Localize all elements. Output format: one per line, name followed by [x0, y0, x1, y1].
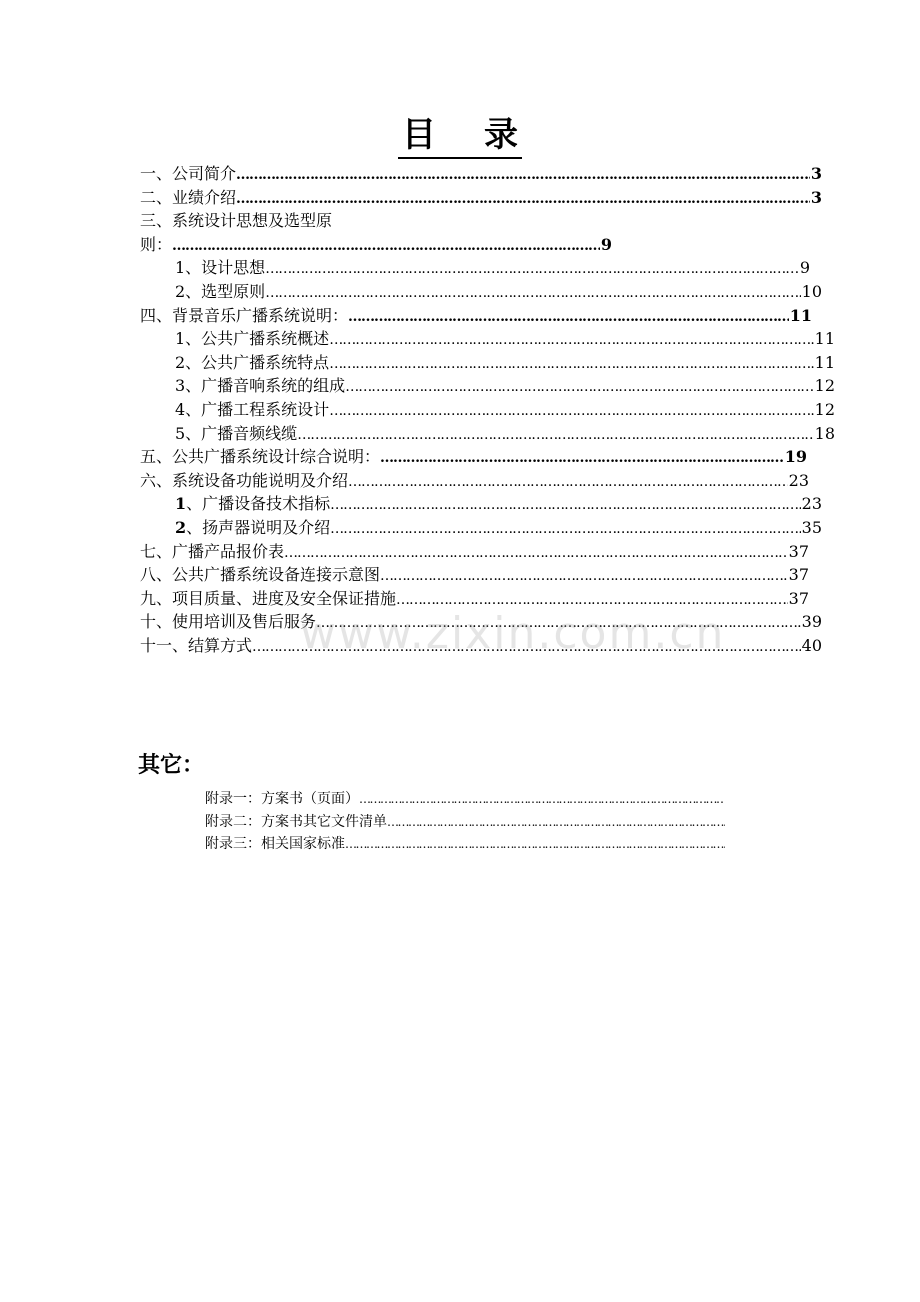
toc-leader-dots — [316, 612, 801, 636]
page-title — [0, 115, 920, 159]
toc-entry-label: 5、广播音频线缆 — [175, 423, 298, 443]
toc-leader-dots — [380, 565, 788, 589]
toc-entry-page: 9 — [799, 258, 810, 278]
appendix-item-label: 附录三：相关国家标准 — [205, 836, 345, 852]
toc-entry[interactable] — [140, 327, 835, 351]
toc-entry-page: 35 — [801, 517, 822, 537]
toc-entry-label: 九、项目质量、进度及安全保证措施 — [140, 588, 397, 608]
toc-leader-dots — [236, 188, 810, 212]
appendix-item-label: 附录二：方案书其它文件清单 — [205, 813, 387, 830]
toc-entry-page: 39 — [801, 612, 822, 632]
toc-entry[interactable] — [140, 587, 809, 611]
toc-entry[interactable] — [140, 233, 612, 257]
toc-leader-dots — [330, 494, 800, 518]
appendix-leader-dots — [345, 833, 725, 856]
appendix-item[interactable] — [205, 788, 725, 811]
toc-leader-dots — [329, 400, 813, 424]
toc-leader-dots — [348, 306, 789, 330]
appendix-item[interactable] — [205, 833, 725, 856]
toc-entry-number: 2 — [175, 517, 187, 537]
toc-entry-label: 二、业绩介绍 — [140, 187, 237, 207]
toc-entry-page: 11 — [814, 329, 835, 349]
toc-entry[interactable] — [140, 634, 822, 658]
toc-entry-number: 1 — [175, 494, 187, 514]
toc-entry-page: 23 — [788, 470, 809, 490]
toc-entry-page: 10 — [801, 281, 822, 301]
toc-leader-dots — [345, 376, 813, 400]
toc-entry-label — [175, 516, 330, 540]
toc-entry-label-line2: 则： — [140, 234, 173, 254]
toc-entry-label: 一、公司简介 — [140, 164, 237, 183]
other-section-heading: 其它： — [138, 753, 205, 778]
toc-entry[interactable] — [140, 162, 822, 186]
toc-entry-page: 37 — [788, 588, 809, 608]
toc-leader-dots — [348, 471, 788, 495]
toc-entry-page: 23 — [801, 494, 822, 514]
toc-entry-label-line1[interactable]: 三、系统设计思想及选型原 — [140, 211, 333, 231]
toc-entry-page: 37 — [788, 541, 809, 561]
toc-leader-dots — [396, 589, 788, 613]
toc-entry[interactable] — [140, 256, 810, 280]
toc-entry-page: 11 — [814, 352, 835, 372]
toc-leader-dots — [284, 542, 788, 566]
toc-entry-page: 40 — [801, 635, 822, 655]
toc-entry-text: 、广播设备技术指标 — [186, 494, 331, 514]
toc-entry-label: 六、系统设备功能说明及介绍 — [140, 470, 349, 490]
toc-entry[interactable] — [140, 469, 809, 493]
toc-leader-dots — [265, 282, 800, 306]
toc-entry-label: 1、公共广播系统概述 — [175, 329, 330, 349]
toc-entry-label: 十、使用培训及售后服务 — [140, 612, 317, 632]
toc-entry-label: 五、公共广播系统设计综合说明： — [140, 447, 381, 467]
toc-entry-page: 37 — [788, 565, 809, 585]
toc-entry-label: 1、设计思想 — [175, 258, 266, 278]
toc-entry[interactable] — [140, 422, 835, 446]
toc-entry-page: 12 — [814, 376, 835, 396]
toc-entry-text: 、扬声器说明及介绍 — [186, 517, 331, 537]
toc-leader-dots — [329, 329, 813, 353]
toc-entry-page: 9 — [600, 234, 612, 254]
toc-leader-dots — [330, 518, 800, 542]
appendix-list — [205, 788, 725, 856]
toc-entry-label: 2、选型原则 — [175, 281, 266, 301]
appendix-item-label: 附录一：方案书（页面） — [205, 791, 359, 807]
toc-entry[interactable] — [140, 280, 822, 304]
toc-entry-page: 18 — [814, 423, 835, 443]
toc-entry-page: 19 — [784, 447, 807, 467]
toc-entry[interactable] — [140, 186, 822, 210]
toc-entry[interactable] — [140, 610, 822, 634]
toc-entry[interactable] — [140, 304, 812, 328]
table-of-contents — [140, 162, 835, 657]
toc-entry[interactable] — [140, 540, 809, 564]
watermark: www.zixin.com.cn — [300, 608, 726, 659]
toc-entry[interactable] — [140, 445, 807, 469]
toc-entry-label: 十一、结算方式 — [140, 635, 253, 655]
toc-leader-dots — [172, 235, 600, 259]
toc-entry[interactable] — [140, 398, 835, 422]
appendix-leader-dots — [387, 811, 725, 834]
toc-entry-label: 四、背景音乐广播系统说明： — [140, 305, 349, 325]
toc-entry-label: 3、广播音响系统的组成 — [175, 376, 346, 396]
toc-entry-label: 2、公共广播系统特点 — [175, 352, 330, 372]
toc-entry[interactable] — [140, 516, 822, 540]
toc-entry[interactable] — [140, 374, 835, 398]
toc-entry-page: 3 — [810, 187, 822, 207]
title-char-left: 目 — [402, 115, 436, 155]
toc-leader-dots — [265, 258, 799, 282]
toc-entry-label — [175, 492, 330, 516]
toc-entry-label: 4、广播工程系统设计 — [175, 399, 330, 419]
toc-entry[interactable] — [140, 492, 822, 516]
toc-leader-dots — [236, 164, 810, 188]
toc-entry-label: 八、公共广播系统设备连接示意图 — [140, 565, 381, 585]
toc-leader-dots — [252, 636, 801, 660]
title-char-right: 录 — [484, 115, 518, 155]
toc-entry-label: 七、广播产品报价表 — [140, 541, 285, 561]
toc-entry-page: 3 — [810, 164, 822, 183]
toc-leader-dots — [380, 447, 784, 471]
toc-leader-dots — [297, 424, 813, 448]
appendix-leader-dots — [359, 788, 725, 811]
toc-entry[interactable] — [140, 563, 809, 587]
appendix-item[interactable] — [205, 811, 725, 834]
toc-entry-page: 12 — [814, 399, 835, 419]
toc-leader-dots — [329, 353, 813, 377]
toc-entry[interactable] — [140, 351, 835, 375]
toc-entry-page: 11 — [789, 305, 812, 325]
